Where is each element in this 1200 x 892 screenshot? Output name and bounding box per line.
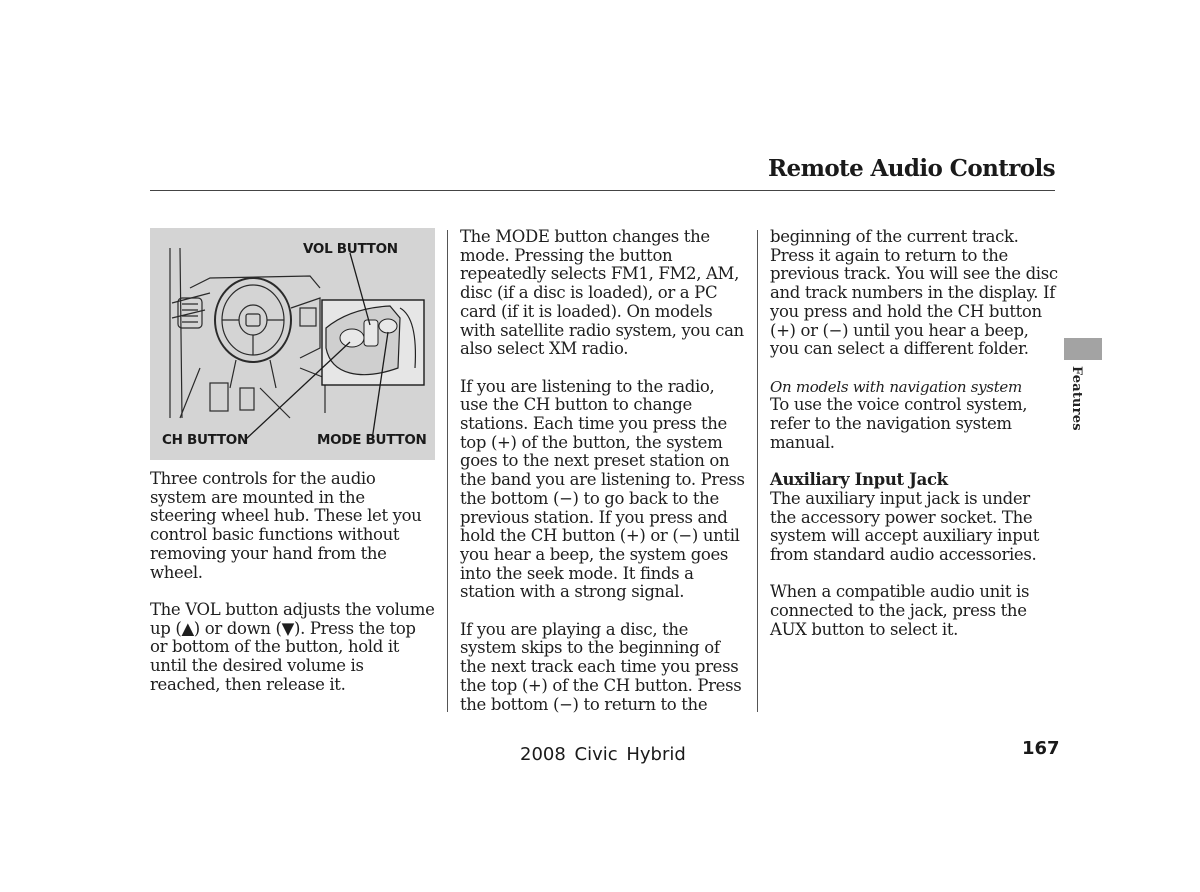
aux-button-paragraph: When a compatible audio unit is connected to the jack, press the AUX button to select it. <box>770 582 1030 639</box>
voice-control-paragraph: To use the voice control system, refer to the navigation system manual. <box>770 395 1028 452</box>
column-2 <box>460 228 745 733</box>
column-3 <box>770 228 1060 658</box>
section-tab-label: Features <box>1069 366 1084 431</box>
steering-wheel-figure <box>150 228 435 460</box>
section-tab-marker <box>1064 338 1102 360</box>
mode-paragraph: The MODE button changes the mode. Pressing the button repeatedly selects FM1, FM2, AM, disc (if a disc is loaded), or a PC card (if it is loaded). On models with satellite radio system, you can also select XM radio. <box>460 227 744 359</box>
title-rule <box>150 190 1055 191</box>
mode-button-label: MODE BUTTON <box>317 432 427 448</box>
page-number: 167 <box>1022 738 1060 759</box>
section-title: Remote Audio Controls <box>768 155 1055 182</box>
folder-paragraph: beginning of the current track. Press it again to return to the previous track. You will see the disc and track numbers in the display. If you press and hold the CH button (+) or (−) until you hear a beep, you can select a different folder. <box>770 227 1058 359</box>
intro-paragraph: Three controls for the audio system are mounted in the steering wheel hub. These let you control basic functions without removing your hand from the wheel. <box>150 469 422 582</box>
column-divider <box>447 230 448 712</box>
column-1 <box>150 470 435 713</box>
ch-radio-paragraph: If you are listening to the radio, use the CH button to change stations. Each time you press the top (+) of the button, the system goes to the next preset station on the band you are listening to. Press the bottom (−) to go back to the previous station. If you press and hold the CH button (+) or (−) until you hear a beep, the system goes into the seek mode. It finds a station with a strong signal. <box>460 376 745 602</box>
aux-paragraph: The auxiliary input jack is under the accessory power socket. The system will accept auxiliary input from standard audio accessories. <box>770 488 1039 564</box>
aux-heading: Auxiliary Input Jack <box>770 470 948 490</box>
navigation-note: On models with navigation system <box>770 377 1022 396</box>
vol-paragraph: The VOL button adjusts the volume up (▲) or down (▼). Press the top or bottom of the button, hold it until the desired volume is reached, then release it. <box>150 599 435 694</box>
steering-wheel-illustration <box>150 228 435 460</box>
ch-disc-paragraph: If you are playing a disc, the system skips to the beginning of the next track each time you press the top (+) of the CH button. Press the bottom (−) to return to the <box>460 619 742 714</box>
column-divider <box>757 230 758 712</box>
footer-model: 2008 Civic Hybrid <box>520 744 686 765</box>
vol-button-label: VOL BUTTON <box>303 241 398 257</box>
ch-button-label: CH BUTTON <box>162 432 248 448</box>
